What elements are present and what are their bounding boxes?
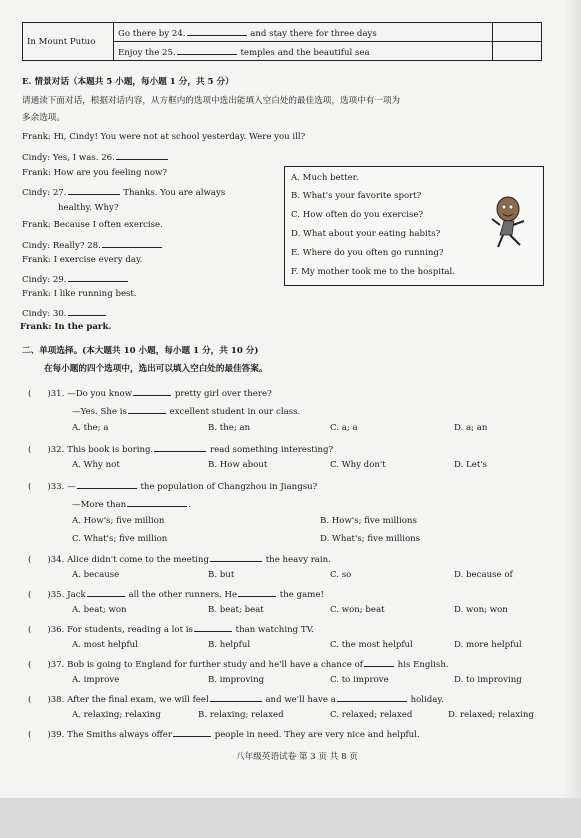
row1-before: Go there by 24. xyxy=(118,28,186,39)
table-row-2 xyxy=(114,42,493,61)
blank-30[interactable] xyxy=(68,306,106,316)
option-b: B. What's your favorite sport? xyxy=(291,191,422,201)
choice: A. improve xyxy=(72,675,120,685)
choice: A. because xyxy=(72,570,120,580)
choice: C. won; beat xyxy=(330,605,385,615)
question-39 xyxy=(28,727,420,741)
question-34 xyxy=(28,552,331,566)
question-text: Bob is going to England for further study and he'll have a chance of xyxy=(67,660,363,670)
question-text: —Yes. She is xyxy=(72,407,127,417)
question-31-line-2 xyxy=(72,404,300,418)
blank[interactable] xyxy=(364,657,394,667)
question-number: )34. xyxy=(47,555,65,565)
question-text: the heavy rain. xyxy=(265,555,331,565)
dialogue-text: Cindy: Yes, I was. 26. xyxy=(22,153,115,163)
question-number: )32. xyxy=(47,445,65,455)
blank[interactable] xyxy=(238,587,276,597)
blank[interactable] xyxy=(133,386,171,396)
dialogue-line xyxy=(22,238,163,252)
table-city-cell xyxy=(23,23,114,61)
answer-paren[interactable]: ( xyxy=(28,482,32,492)
choice: B. improving xyxy=(208,675,265,685)
choice: A. beat; won xyxy=(72,605,127,615)
choice: A. Why not xyxy=(72,460,120,470)
question-number: )36. xyxy=(47,625,65,635)
row2-after: temples and the beautiful sea xyxy=(240,47,370,58)
choice: B. beat; beat xyxy=(208,605,264,615)
page-shadow xyxy=(563,0,581,798)
question-text: his English. xyxy=(397,660,449,670)
choice: C. so xyxy=(330,570,352,580)
option-e: E. Where do you often go running? xyxy=(291,248,444,258)
dialogue-text: Cindy: 29. xyxy=(22,275,67,285)
blank-24[interactable] xyxy=(187,26,247,36)
option-c: C. How often do you exercise? xyxy=(291,210,424,220)
blank-29[interactable] xyxy=(68,272,128,282)
blank[interactable] xyxy=(210,692,262,702)
question-text: Alice didn't come to the meeting xyxy=(67,555,209,565)
info-table xyxy=(22,22,542,61)
choice: D. a; an xyxy=(454,423,488,433)
question-31 xyxy=(28,386,272,400)
question-33-line-2 xyxy=(72,497,191,511)
dialogue-line xyxy=(22,306,107,320)
question-text: Jack xyxy=(67,590,86,600)
choice: D. What's; five millions xyxy=(320,534,421,544)
choice: B. helpful xyxy=(208,640,251,650)
question-text: . xyxy=(188,500,191,510)
section-e-instructions-1: 请通读下面对话，根据对话内容，从方框内的选项中选出能填入空白处的最佳选项，选项中有一项为 xyxy=(22,96,401,106)
question-text: read something interesting? xyxy=(210,445,334,455)
question-text: than watching TV. xyxy=(235,625,315,635)
blank[interactable] xyxy=(337,692,407,702)
dialogue-line xyxy=(22,272,129,286)
choice: A. How's; five million xyxy=(72,516,165,526)
dialogue-line: Frank: How are you feeling now? xyxy=(22,168,167,178)
table-row-1 xyxy=(114,23,493,42)
dialogue-line: Frank: Hi, Cindy! You were not at school yesterday. Were you ill? xyxy=(22,132,306,142)
question-text: After the final exam, we will feel xyxy=(67,695,209,705)
question-text: all the other runners. He xyxy=(128,590,238,600)
question-text: pretty girl over there? xyxy=(174,389,272,399)
section-e-heading: E. 情景对话（本题共 5 小题，每小题 1 分，共 5 分） xyxy=(22,77,234,87)
question-35 xyxy=(28,587,324,601)
answer-paren[interactable]: ( xyxy=(28,445,32,455)
dialogue-line xyxy=(22,185,225,199)
section-e-instructions-2: 多余选项。 xyxy=(22,113,65,123)
blank-28[interactable] xyxy=(102,238,162,248)
question-number: )35. xyxy=(47,590,65,600)
table-empty-cell xyxy=(493,42,542,61)
choice: D. Let's xyxy=(454,460,488,470)
dialogue-line: Frank: In the park. xyxy=(20,322,112,332)
dialogue-line: Frank: I exercise every day. xyxy=(22,255,143,265)
blank[interactable] xyxy=(210,552,262,562)
choice: B. the; an xyxy=(208,423,251,433)
question-38 xyxy=(28,692,444,706)
blank-25[interactable] xyxy=(177,45,237,55)
question-text: excellent student in our class. xyxy=(169,407,301,417)
runner-illustration-icon xyxy=(490,195,530,251)
blank[interactable] xyxy=(194,622,232,632)
option-d: D. What about your eating habits? xyxy=(291,229,441,239)
question-36 xyxy=(28,622,314,636)
question-number: )39. xyxy=(47,730,65,740)
answer-paren[interactable]: ( xyxy=(28,389,32,399)
answer-paren[interactable]: ( xyxy=(28,695,32,705)
choice: C. a; a xyxy=(330,423,358,433)
question-32 xyxy=(28,442,333,456)
answer-paren[interactable]: ( xyxy=(28,660,32,670)
blank-26[interactable] xyxy=(116,150,168,160)
dialogue-text: Cindy: 27. xyxy=(22,188,67,198)
choice: D. relaxed; relaxing xyxy=(448,710,534,720)
choice: B. but xyxy=(208,570,235,580)
question-text: holiday. xyxy=(410,695,444,705)
page-footer: 八年级英语试卷 第 3 页 共 8 页 xyxy=(236,752,358,762)
answer-paren[interactable]: ( xyxy=(28,590,32,600)
question-37 xyxy=(28,657,449,671)
blank-27[interactable] xyxy=(68,185,120,195)
choice: B. relaxing; relaxed xyxy=(198,710,284,720)
question-text: For students, reading a lot is xyxy=(67,625,193,635)
answer-paren[interactable]: ( xyxy=(28,555,32,565)
choice: C. relaxed; relaxed xyxy=(330,710,413,720)
choice: C. Why don't xyxy=(330,460,386,470)
dialogue-line: Frank: I like running best. xyxy=(22,289,137,299)
dialogue-line xyxy=(22,150,169,164)
blank[interactable] xyxy=(87,587,125,597)
question-number: )37. xyxy=(47,660,65,670)
question-33 xyxy=(28,479,317,493)
question-number: )38. xyxy=(47,695,65,705)
question-text: people in need. They are very nice and helpful. xyxy=(214,730,420,740)
blank[interactable] xyxy=(173,727,211,737)
blank[interactable] xyxy=(128,404,166,414)
row2-before: Enjoy the 25. xyxy=(118,47,176,58)
dialogue-line: Frank: Because I often exercise. xyxy=(22,220,163,230)
question-text: — xyxy=(67,482,76,492)
choice: A. relaxing; relaxing xyxy=(72,710,161,720)
dialogue-text: Cindy: Really? 28. xyxy=(22,241,101,251)
bottom-background xyxy=(0,798,581,838)
option-a: A. Much better. xyxy=(291,173,359,183)
choice: B. How's; five millions xyxy=(320,516,417,526)
row1-after: and stay there for three days xyxy=(250,28,377,39)
choice: A. the; a xyxy=(72,423,109,433)
options-box xyxy=(284,166,544,286)
dialogue-text: Cindy: 30. xyxy=(22,309,67,319)
blank[interactable] xyxy=(154,442,206,452)
section-two-heading: 二、单项选择。(本大题共 10 小题，每小题 1 分，共 10 分) xyxy=(22,346,259,356)
question-text: the population of Changzhou in Jiangsu? xyxy=(140,482,318,492)
question-text: and we'll have a xyxy=(265,695,336,705)
section-two-instructions: 在每小题的四个选项中，选出可以填入空白处的最佳答案。 xyxy=(44,364,268,374)
question-number: )33. xyxy=(47,482,65,492)
choice: C. to improve xyxy=(330,675,389,685)
choice: A. most helpful xyxy=(72,640,138,650)
choice: D. more helpful xyxy=(454,640,522,650)
choice: C. the most helpful xyxy=(330,640,413,650)
question-text: the game! xyxy=(279,590,324,600)
choice: D. because of xyxy=(454,570,513,580)
choice: D. won; won xyxy=(454,605,508,615)
answer-paren[interactable]: ( xyxy=(28,625,32,635)
blank[interactable] xyxy=(77,479,137,489)
option-f: F. My mother took me to the hospital. xyxy=(291,267,456,277)
blank[interactable] xyxy=(127,497,187,507)
choice: D. to improving xyxy=(454,675,522,685)
question-number: )31. xyxy=(47,389,65,399)
table-empty-cell xyxy=(493,23,542,42)
question-text: —Do you know xyxy=(67,389,133,399)
city-label: In Mount Putuo xyxy=(27,36,96,47)
question-text: This book is boring. xyxy=(67,445,154,455)
choice: C. What's; five million xyxy=(72,534,168,544)
question-text: The Smiths always offer xyxy=(67,730,172,740)
dialogue-text: Thanks. You are always xyxy=(123,188,226,198)
question-text: —More than xyxy=(72,500,127,510)
dialogue-line: healthy. Why? xyxy=(58,203,119,213)
choice: B. How about xyxy=(208,460,268,470)
answer-paren[interactable]: ( xyxy=(28,730,32,740)
